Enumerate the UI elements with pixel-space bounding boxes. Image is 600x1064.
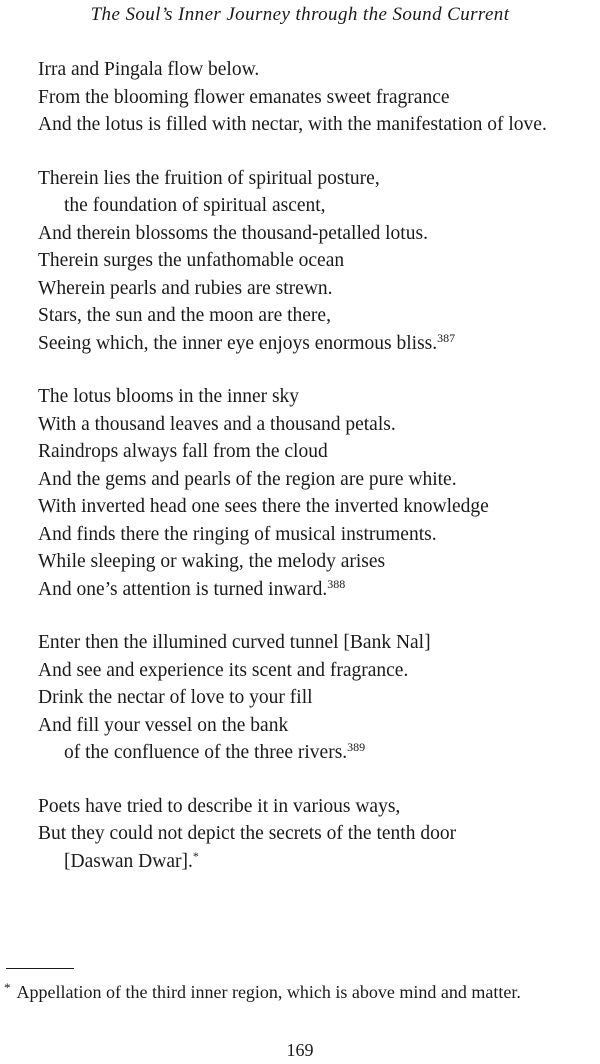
footnote-ref-asterisk: * [192,848,199,863]
poem-line: Poets have tried to describe it in various ways, [38,795,401,817]
poem-line: [Daswan Dwar].* [64,848,199,872]
footnote-ref-388: 388 [327,576,346,591]
poem-line: The lotus blooms in the inner sky [38,386,300,407]
poem-line: With inverted head one sees there the inverted knowledge [38,496,489,517]
poem-line: Therein surges the unfathomable ocean [38,250,345,271]
poem-line: While sleeping or waking, the melody arises [38,551,386,572]
stanza-2 [38,165,594,358]
footnote-rule [6,968,74,969]
poem-line: Stars, the sun and the moon are there, [38,305,331,326]
stanza-5 [38,793,594,876]
poem-line: And therein blossoms the thousand-petalled lotus. [38,222,428,244]
footnote [4,980,598,1004]
poem-line: Therein lies the fruition of spiritual posture, [38,167,380,189]
poem-line: From the blooming flower emanates sweet fragrance [38,86,450,108]
poem-line: And the gems and pearls of the region are pure white. [38,468,457,490]
poem [38,56,594,901]
poem-line: Irra and Pingala flow below. [38,59,260,80]
poem-line: Wherein pearls and rubies are strewn. [38,277,333,299]
running-head: The Soul’s Inner Journey through the Sound Current [90,4,510,25]
page-number: 169 [286,1040,314,1060]
stanza-4 [38,629,594,767]
poem-line: Raindrops always fall from the cloud [38,441,328,462]
poem-line: And fill your vessel on the bank [38,714,289,736]
poem-line: Drink the nectar of love to your fill [38,687,313,708]
footnote-ref-387: 387 [437,330,456,345]
stanza-1 [38,56,594,139]
poem-line: With a thousand leaves and a thousand petals. [38,413,396,435]
poem-line: And see and experience its scent and fragrance. [38,659,409,681]
footnote-text: Appellation of the third inner region, which is above mind and matter. [16,982,521,1002]
footnote-ref-389: 389 [347,740,366,754]
poem-line: And the lotus is filled with nectar, with the manifestation of love. [38,114,547,135]
poem-line: But they could not depict the secrets of the tenth door [38,823,457,844]
poem-line: the foundation of spiritual ascent, [64,195,326,216]
stanza-3 [38,383,594,603]
poem-line: Enter then the illumined curved tunnel [Bank Nal] [38,632,431,653]
footnote-mark: * [4,980,11,995]
poem-line: Seeing which, the inner eye enjoys enormous bliss.$^{387}$ [38,330,456,354]
poem-line: And one’s attention is turned inward.$^{388}$ [38,576,346,600]
poem-line: of the confluence of the three rivers.$^{389}$ [64,740,366,763]
poem-line: And finds there the ringing of musical instruments. [38,523,437,545]
